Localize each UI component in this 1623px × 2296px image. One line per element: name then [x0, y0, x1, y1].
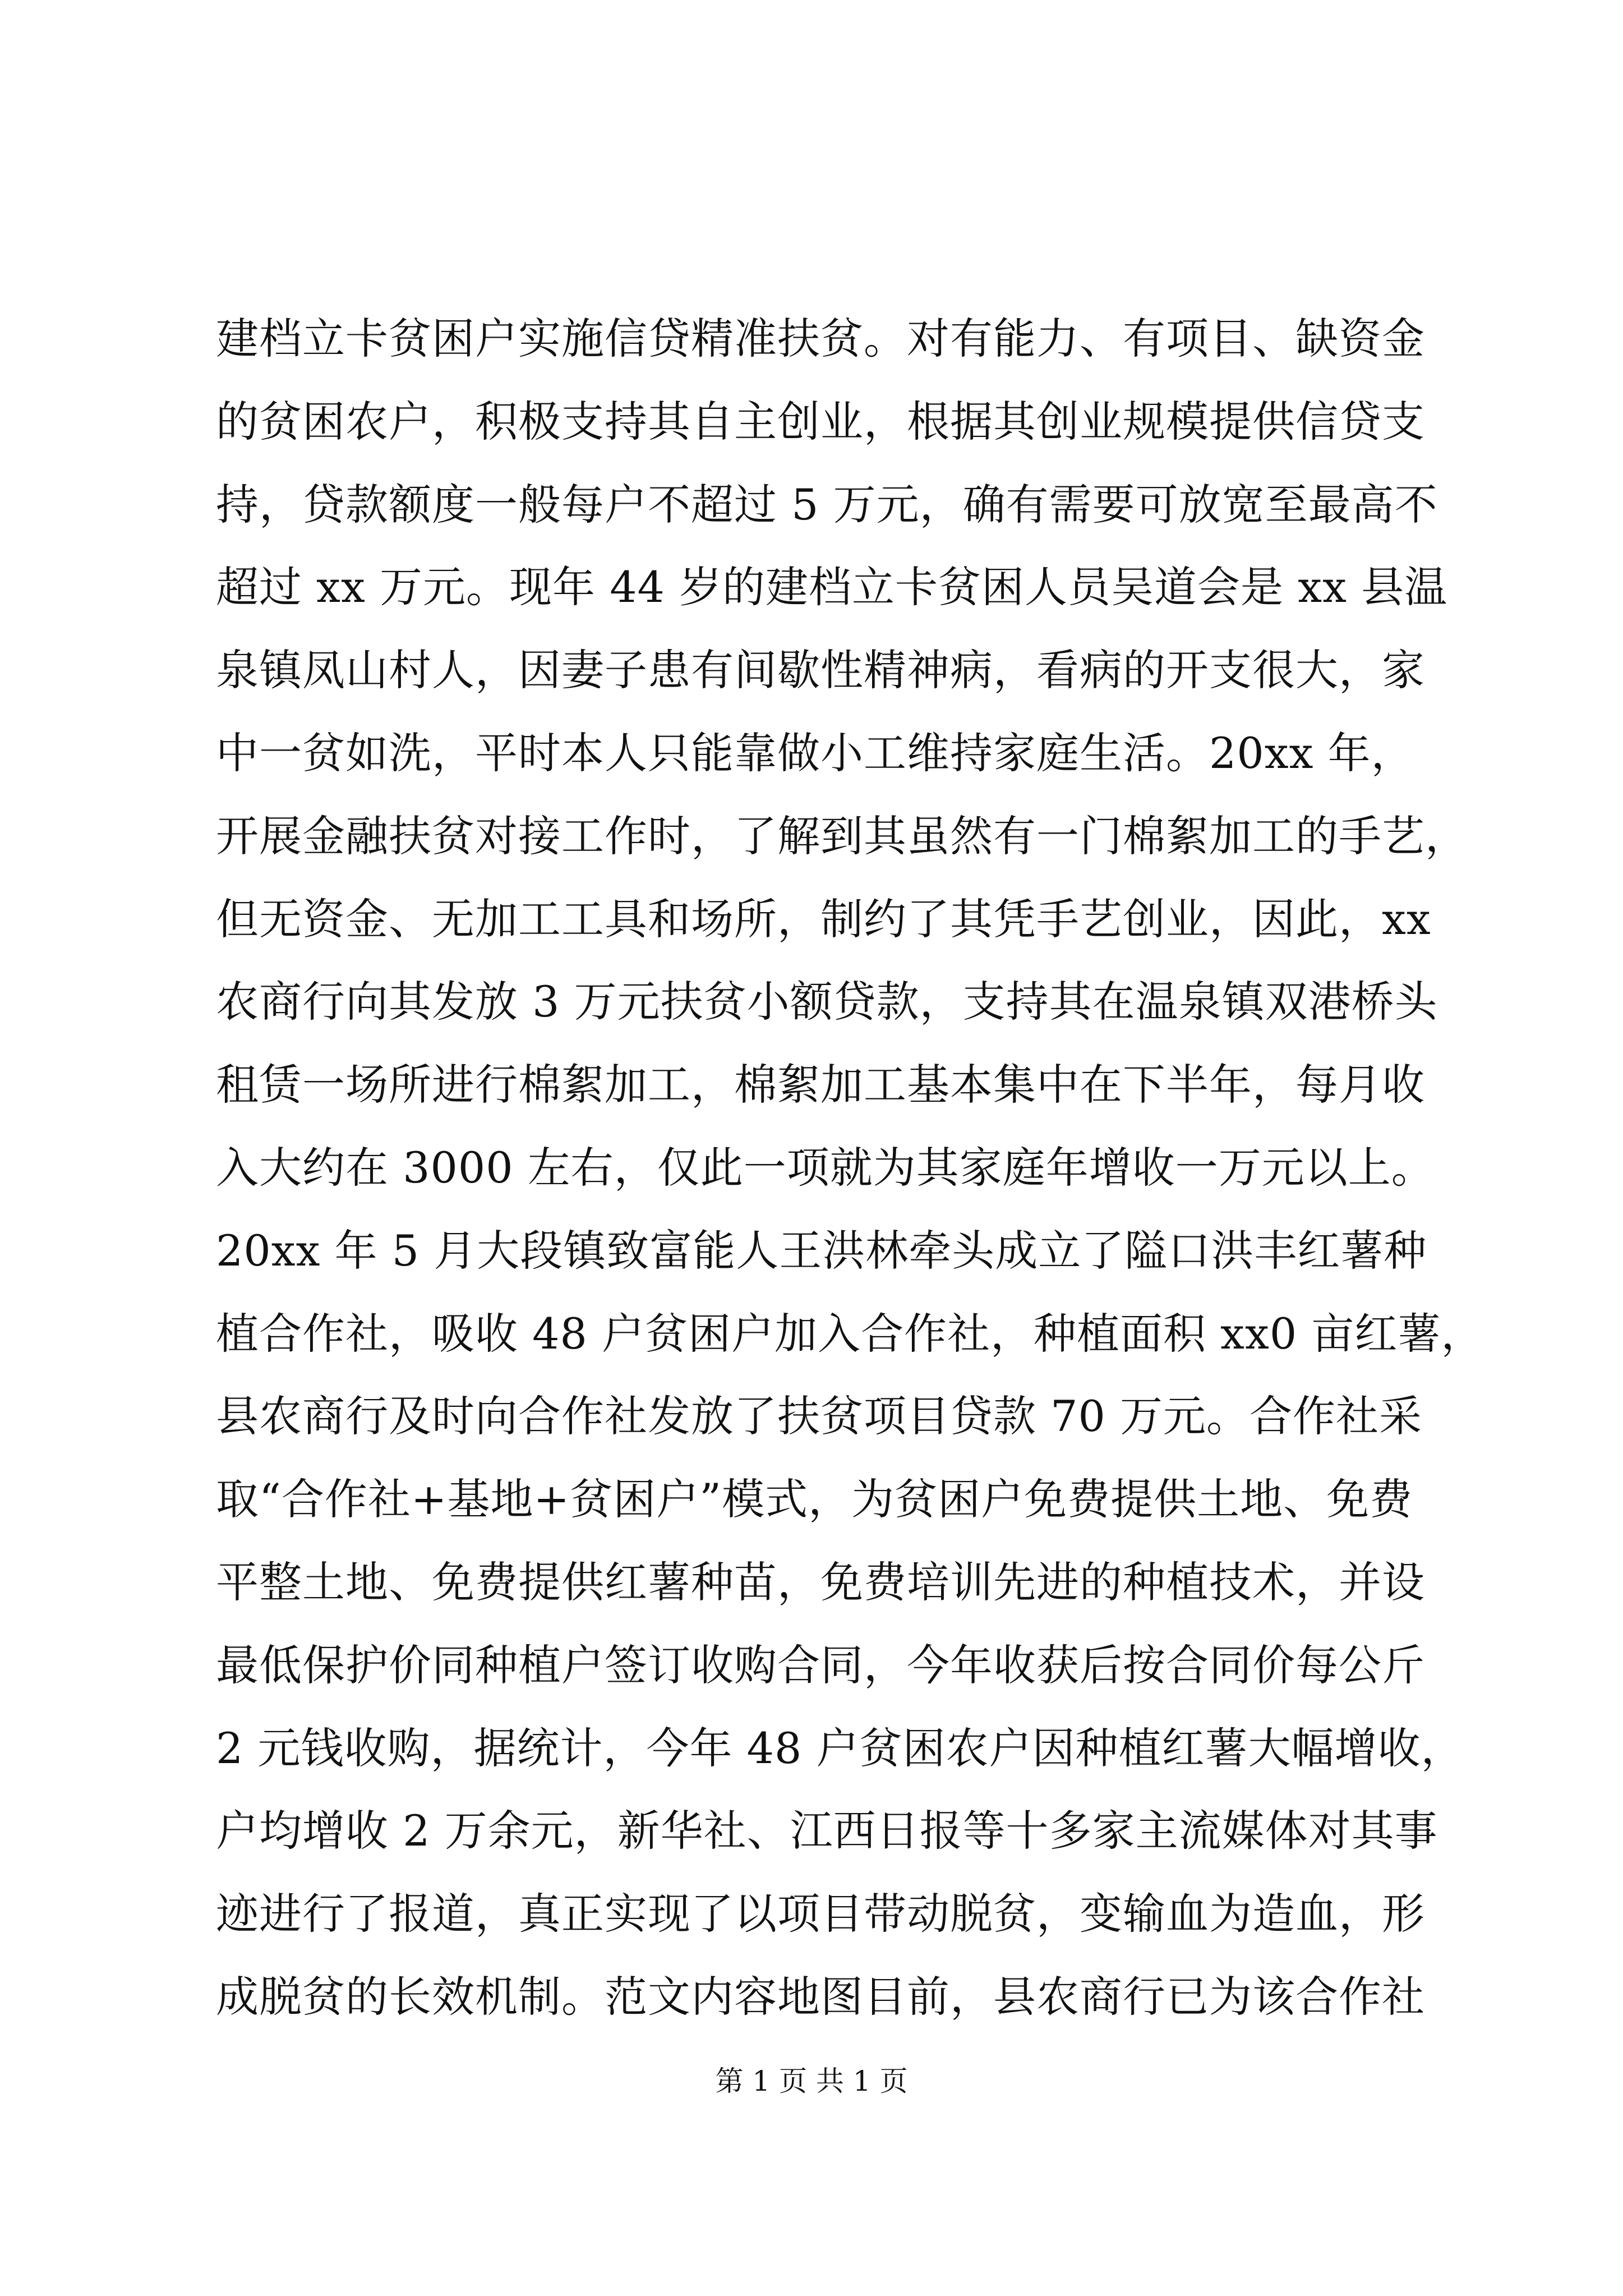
body-text	[216, 297, 1484, 2039]
page-footer: 第 1 页 共 1 页	[715, 2065, 908, 2097]
text-line: 租赁一场所进行棉絮加工，棉絮加工基本集中在下半年，每月收	[216, 1060, 1425, 1110]
text-line: 最低保护价同种植户签订收购合同，今年收获后按合同价每公斤	[216, 1640, 1425, 1690]
text-line: 平整土地、免费提供红薯种苗，免费培训先进的种植技术，并设	[216, 1557, 1425, 1607]
text-line: 泉镇凤山村人，因妻子患有间歇性精神病，看病的开支很大，家	[216, 645, 1425, 696]
text-line: 超过 xx 万元。现年 44 岁的建档立卡贫困人员吴道会是 xx 县温	[216, 562, 1448, 613]
text-line: 户均增收 2 万余元，新华社、江西日报等十多家主流媒体对其事	[216, 1806, 1438, 1856]
text-line: 2 元钱收购，据统计，今年 48 户贫困农户因种植红薯大幅增收，	[216, 1723, 1464, 1773]
text-line: 农商行向其发放 3 万元扶贫小额贷款，支持其在温泉镇双港桥头	[216, 977, 1438, 1027]
text-line: 开展金融扶贫对接工作时，了解到其虽然有一门棉絮加工的手艺，	[216, 811, 1468, 861]
text-line: 取“合作社+基地+贫困户”模式，为贫困户免费提供土地、免费	[216, 1474, 1413, 1525]
text-line: 迹进行了报道，真正实现了以项目带动脱贫，变输血为造血，形	[216, 1889, 1425, 1939]
text-line: 县农商行及时向合作社发放了扶贫项目贷款 70 万元。合作社采	[216, 1391, 1423, 1442]
text-line: 成脱贫的长效机制。范文内容地图目前，县农商行已为该合作社	[216, 1971, 1425, 2022]
text-line: 20xx 年 5 月大段镇致富能人王洪林牵头成立了隘口洪丰红薯种	[216, 1225, 1427, 1276]
text-line: 中一贫如洗，平时本人只能靠做小工维持家庭生活。20xx 年，	[216, 728, 1414, 778]
text-line: 入大约在 3000 左右，仅此一项就为其家庭年增收一万元以上。	[216, 1142, 1435, 1193]
text-line: 持，贷款额度一般每户不超过 5 万元，确有需要可放宽至最高不	[216, 479, 1438, 530]
text-line: 建档立卡贫困户实施信贷精准扶贫。对有能力、有项目、缺资金	[216, 314, 1425, 364]
text-line: 的贫困农户，积极支持其自主创业，根据其创业规模提供信贷支	[216, 396, 1425, 447]
text-line: 植合作社，吸收 48 户贫困户加入合作社，种植面积 xx0 亩红薯，	[216, 1308, 1484, 1359]
text-line: 但无资金、无加工工具和场所，制约了其凭手艺创业，因此，xx	[216, 894, 1431, 944]
